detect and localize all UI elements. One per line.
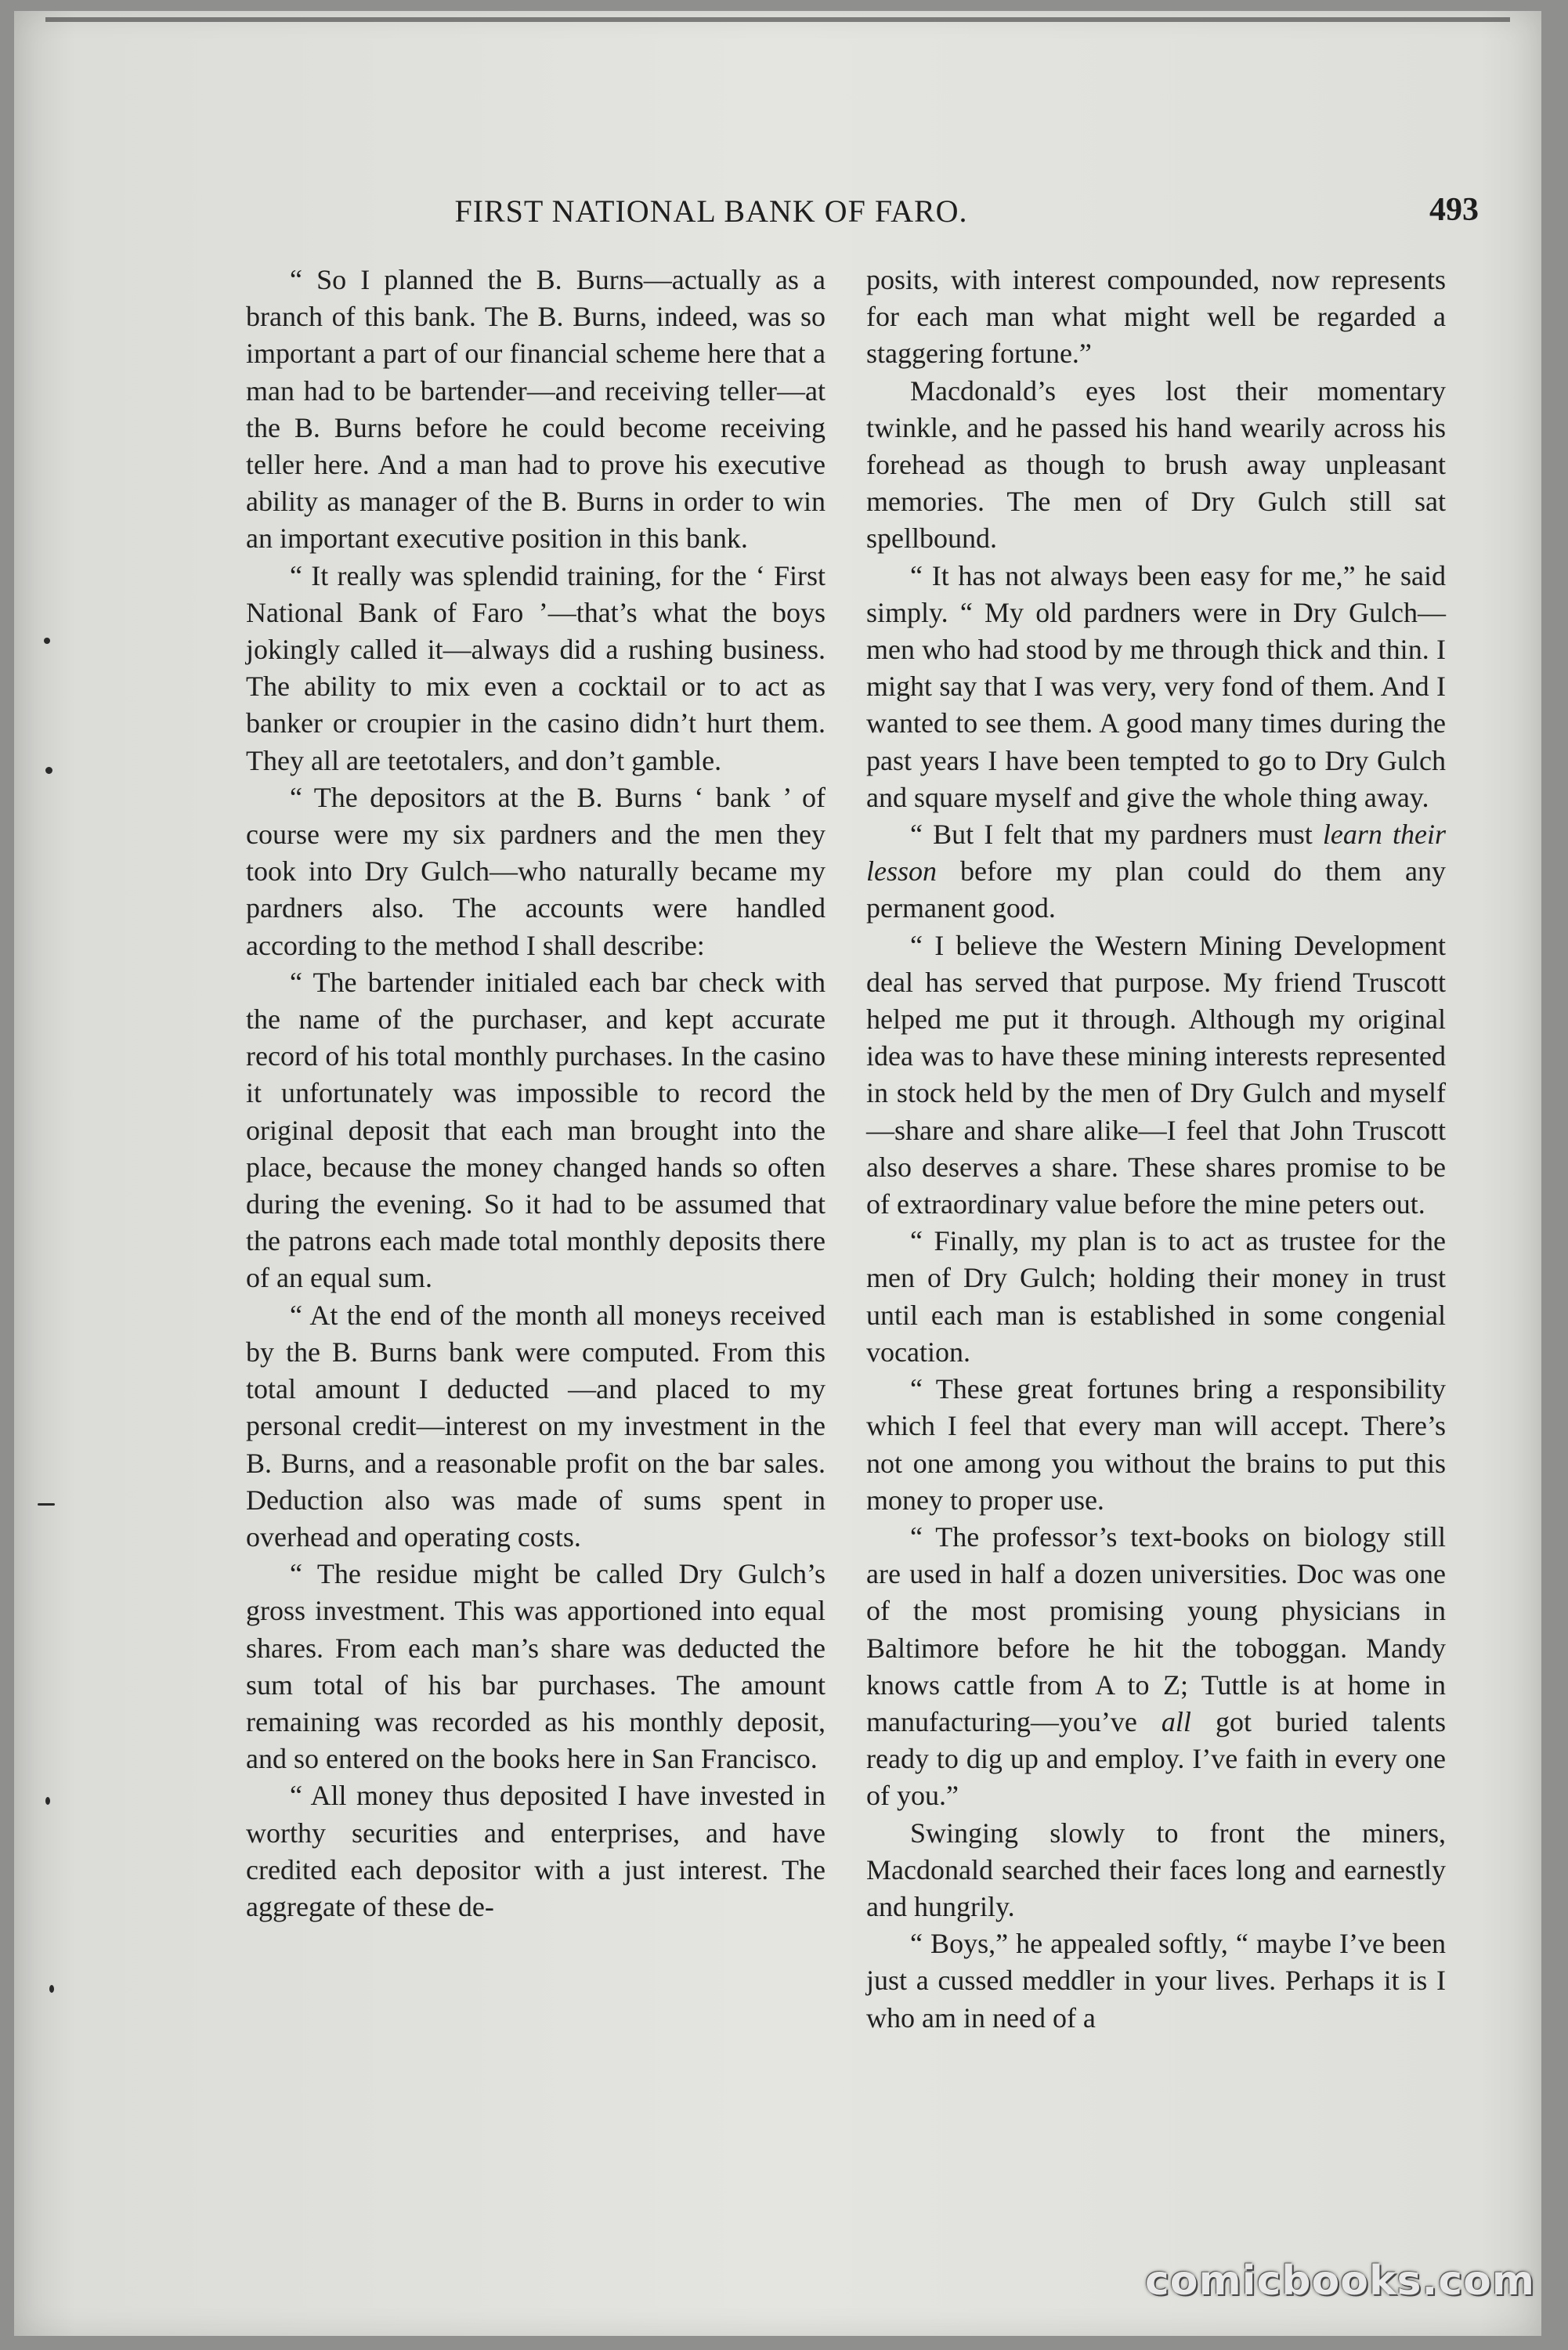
paragraph: “ All money thus deposited I have invested in worthy securities and enterprises, and have credited each depositor with a just interest. The aggregate of these de-: [246, 1780, 826, 1922]
paper-speck: [38, 1503, 55, 1506]
left-column: [246, 262, 826, 1925]
paper-speck: [45, 767, 52, 774]
paragraph: [866, 816, 1446, 927]
paragraph: Swinging slowly to front the miners, Macdonald searched their faces long and earnestly and hungrily.: [866, 1817, 1446, 1922]
text-run: “ The professor’s text-books on biology still are used in half a dozen universities. Doc was one of the most promising young physicians in Baltimore before he hit the toboggan. Mandy knows cattle from A to Z; Tuttle is at home in manufacturing—you’ve: [866, 1520, 1446, 1737]
paragraph: “ The depositors at the B. Burns ‘ bank ’ of course were my six pardners and the men they took into Dry Gulch—who naturally became my pardners also. The accounts were handled according to the method I shall describe:: [246, 781, 826, 961]
italic-emphasis: learn their lesson: [866, 819, 1446, 888]
paper-speck: [44, 638, 50, 644]
magazine-page: [14, 11, 1541, 2336]
italic-emphasis: all: [1161, 1705, 1191, 1737]
text-run: got buried talents ready to dig up and employ. I’ve faith in every one of you.”: [866, 1705, 1446, 1812]
watermark: comicbooks.com: [1144, 2258, 1535, 2305]
paragraph: “ The residue might be called Dry Gulch’s gross investment. This was apportioned into equal shares. From each man’s share was deducted the sum total of his bar purchases. The amount remaining was recorded as his monthly deposit, and so entered on the books here in San Francisco.: [246, 1558, 826, 1775]
running-title: FIRST NATIONAL BANK OF FARO.: [454, 193, 968, 229]
paragraph: “ I believe the Western Mining Development deal has served that purpose. My friend Truscott helped me put it through. Although my original idea was to have these mining interests represented in stock held by the men of Dry Gulch and myself —share and share alike—I feel that John Truscott also deserves a share. These shares promise to be of extraordinary value before the mine peters out.: [866, 929, 1446, 1220]
paragraph: “ Finally, my plan is to act as trustee for the men of Dry Gulch; holding their money in trust until each man is established in some congenial vocation.: [866, 1225, 1446, 1368]
text-run: “ But I felt that my pardners must: [910, 819, 1323, 851]
paragraph: [866, 1519, 1446, 1815]
paragraph: Macdonald’s eyes lost their momentary twinkle, and he passed his hand wearily across his forehead as though to brush away unpleasant memories. The men of Dry Gulch still sat spellbound.: [866, 374, 1446, 555]
paragraph: “ It really was splendid training, for the ‘ First National Bank of Faro ’—that’s what the boys jokingly called it—always did a rushing business. The ability to mix even a cocktail or to act as banker or croupier in the casino didn’t hurt them. They all are teetotalers, and don’t gamble.: [246, 559, 826, 776]
text-run: before my plan could do them any permanent good.: [866, 855, 1446, 924]
paper-speck: [45, 1797, 50, 1805]
paragraph: “ These great fortunes bring a responsibility which I feel that every man will accept. There’s not one among you without the brains to put this money to proper use.: [866, 1373, 1446, 1516]
paragraph-continuation: posits, with interest compounded, now represents for each man what might well be regarded a staggering fortune.”: [866, 264, 1446, 370]
page-number: 493: [1429, 192, 1479, 228]
paragraph: “ It has not always been easy for me,” he said simply. “ My old pardners were in Dry Gulch—men who had stood by me through thick and thin. I might say that I was very, very fond of them. And I wanted to see them. A good many times during the past years I have been tempted to go to Dry Gulch and square myself and give the whole thing away.: [866, 559, 1446, 813]
paragraph: “ So I planned the B. Burns—actually as a branch of this bank. The B. Burns, indeed, was so important a part of our financial scheme here that a man had to be bartender—and receiving teller—at the B. Burns before he could become receiving teller here. And a man had to prove his executive ability as manager of the B. Burns in order to win an important executive position in this bank.: [246, 264, 826, 555]
paragraph: “ Boys,” he appealed softly, “ maybe I’ve been just a cussed meddler in your lives. Perhaps it is I who am in need of a: [866, 1928, 1446, 2034]
top-edge-line: [45, 17, 1510, 22]
right-column: [866, 262, 1446, 2037]
paragraph: “ The bartender initialed each bar check with the name of the purchaser, and kept accurate record of his total monthly purchases. In the casino it unfortunately was impossible to record the original deposit that each man brought into the place, because the money changed hands so often during the evening. So it had to be assumed that the patrons each made total monthly deposits there of an equal sum.: [246, 966, 826, 1294]
paragraph: “ At the end of the month all moneys received by the B. Burns bank were computed. From this total amount I deducted —and placed to my personal credit—interest on my investment in the B. Burns, and a reasonable profit on the bar sales. Deduction also was made of sums spent in overhead and operating costs.: [246, 1299, 826, 1553]
paper-speck: [49, 1985, 54, 1993]
running-header: [249, 193, 1479, 248]
